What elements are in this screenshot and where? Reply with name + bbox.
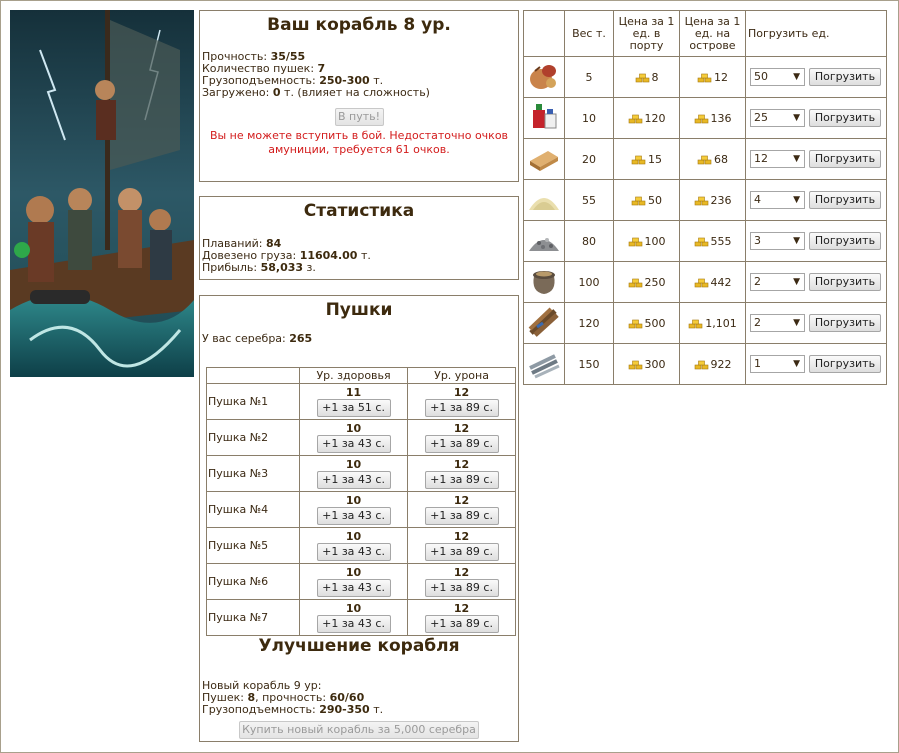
set-sail-button[interactable]: В путь! <box>335 108 384 126</box>
upgrade-damage-button[interactable]: +1 за 89 с. <box>425 399 499 417</box>
voyages-line: Плаваний: 84 <box>202 237 282 250</box>
chevron-down-icon: ▼ <box>793 277 800 287</box>
goods-weight: 100 <box>565 262 614 303</box>
goods-weight: 20 <box>565 139 614 180</box>
cannon-name: Пушка №1 <box>207 384 300 420</box>
silver-line: У вас серебра: 265 <box>202 332 313 345</box>
goods-island-price: 136 <box>710 111 732 125</box>
cannon-health-cell <box>300 600 408 636</box>
delivered-line: Довезено груза: 11604.00 т. <box>202 249 371 262</box>
cannon-row <box>207 600 516 636</box>
chevron-down-icon: ▼ <box>793 236 800 246</box>
chevron-down-icon: ▼ <box>793 195 800 205</box>
cannon-damage-cell <box>408 420 516 456</box>
cannon-row <box>207 564 516 600</box>
quantity-select[interactable] <box>750 355 805 373</box>
ship-illustration <box>10 10 194 377</box>
sand-pile-icon <box>524 180 565 221</box>
cannon-damage-cell <box>408 600 516 636</box>
upgrade-health-button[interactable]: +1 за 43 с. <box>317 471 391 489</box>
quantity-value: 50 <box>754 70 768 83</box>
load-button[interactable]: Погрузить <box>809 109 881 127</box>
new-ship-capacity-line: Грузоподъемность: 290-350 т. <box>202 703 384 716</box>
loaded-line: Загружено: 0 т. (влияет на сложность) <box>202 86 430 99</box>
gold-bars-icon <box>694 277 709 288</box>
goods-load-cell <box>746 221 887 262</box>
upgrade-damage-button[interactable]: +1 за 89 с. <box>425 435 499 453</box>
cannon-health-level: 10 <box>345 602 362 615</box>
cannon-health-cell <box>300 564 408 600</box>
goods-weight: 10 <box>565 98 614 139</box>
load-button[interactable]: Погрузить <box>809 355 881 373</box>
gold-bars-icon <box>628 236 643 247</box>
goods-port-price: 250 <box>644 275 666 289</box>
load-button[interactable]: Погрузить <box>809 68 881 86</box>
cannon-health-level: 10 <box>345 530 362 543</box>
goods-island-price-cell <box>680 344 746 385</box>
cannon-row <box>207 420 516 456</box>
gravel-pile-icon <box>524 221 565 262</box>
goods-load-cell <box>746 98 887 139</box>
spices-bag-icon <box>524 57 565 98</box>
quantity-value: 4 <box>754 193 761 206</box>
cannons-count-line: Количество пушек: 7 <box>202 62 326 75</box>
goods-port-price-cell <box>614 139 680 180</box>
cannon-name: Пушка №7 <box>207 600 300 636</box>
load-button[interactable]: Погрузить <box>809 273 881 291</box>
goods-load-cell <box>746 57 887 98</box>
cannon-health-level: 10 <box>345 494 362 507</box>
cannon-name: Пушка №2 <box>207 420 300 456</box>
island-price-header: Цена за 1 ед. на острове <box>680 11 746 57</box>
cannon-damage-level: 12 <box>453 530 470 543</box>
goods-port-price: 50 <box>648 193 662 207</box>
durability-line: Прочность: 35/55 <box>202 50 306 63</box>
upgrade-health-button[interactable]: +1 за 43 с. <box>317 507 391 525</box>
cannon-health-level: 10 <box>345 458 362 471</box>
quantity-select[interactable] <box>750 109 805 127</box>
cannon-damage-level: 12 <box>453 386 470 399</box>
goods-row <box>524 139 887 180</box>
cannon-damage-level: 12 <box>453 566 470 579</box>
quantity-select[interactable] <box>750 191 805 209</box>
goods-island-price: 1,101 <box>705 316 737 330</box>
quantity-select[interactable] <box>750 68 805 86</box>
cannon-health-cell <box>300 492 408 528</box>
goods-row <box>524 57 887 98</box>
upgrade-health-button[interactable]: +1 за 43 с. <box>317 435 391 453</box>
goods-island-price-cell <box>680 98 746 139</box>
port-price-header: Цена за 1 ед. в порту <box>614 11 680 57</box>
potions-icon <box>524 98 565 139</box>
ship-panel <box>199 10 519 182</box>
goods-row <box>524 98 887 139</box>
cannon-name: Пушка №5 <box>207 528 300 564</box>
chevron-down-icon: ▼ <box>793 72 800 82</box>
capacity-line: Грузоподъемность: 250-300 т. <box>202 74 384 87</box>
upgrade-title: Улучшение корабля <box>258 636 460 656</box>
goods-weight: 150 <box>565 344 614 385</box>
goods-port-price-cell <box>614 180 680 221</box>
goods-load-cell <box>746 344 887 385</box>
planks-icon <box>524 139 565 180</box>
quantity-value: 12 <box>754 152 768 165</box>
iron-bars-icon <box>524 344 565 385</box>
upgrade-health-button[interactable]: +1 за 51 с. <box>317 399 391 417</box>
chevron-down-icon: ▼ <box>793 154 800 164</box>
goods-island-price: 922 <box>710 357 732 371</box>
load-button[interactable]: Погрузить <box>809 232 881 250</box>
goods-island-price-cell <box>680 221 746 262</box>
goods-port-price-cell <box>614 98 680 139</box>
cannon-damage-cell <box>408 564 516 600</box>
goods-island-price-cell <box>680 57 746 98</box>
goods-port-price-cell <box>614 344 680 385</box>
quantity-value: 3 <box>754 234 761 247</box>
goods-port-price: 500 <box>644 316 666 330</box>
goods-row <box>524 180 887 221</box>
quantity-select[interactable] <box>750 232 805 250</box>
gold-bars-icon <box>688 318 703 329</box>
new-ship-stats-line: Пушек: 8, прочность: 60/60 <box>202 691 365 704</box>
goods-port-price-cell <box>614 221 680 262</box>
load-button[interactable]: Погрузить <box>809 314 881 332</box>
gold-bars-icon <box>628 318 643 329</box>
cannon-damage-level: 12 <box>453 458 470 471</box>
chevron-down-icon: ▼ <box>793 113 800 123</box>
load-button[interactable]: Погрузить <box>809 191 881 209</box>
goods-port-price: 8 <box>651 70 659 84</box>
gold-bars-icon <box>631 154 646 165</box>
goods-port-price-cell <box>614 262 680 303</box>
goods-weight: 80 <box>565 221 614 262</box>
upgrade-damage-button[interactable]: +1 за 89 с. <box>425 579 499 597</box>
gold-bars-icon <box>694 195 709 206</box>
goods-row <box>524 221 887 262</box>
cannons-header-empty <box>207 368 300 384</box>
cannon-health-cell <box>300 420 408 456</box>
upgrade-damage-button[interactable]: +1 за 89 с. <box>425 507 499 525</box>
cannons-title: Пушки <box>325 300 393 320</box>
gold-bars-icon <box>628 113 643 124</box>
goods-island-price: 555 <box>710 234 732 248</box>
gold-bars-icon <box>628 359 643 370</box>
load-header: Погрузить ед. <box>746 11 887 57</box>
cannon-health-level: 10 <box>345 422 362 435</box>
cannon-name: Пушка №3 <box>207 456 300 492</box>
cannon-name: Пушка №6 <box>207 564 300 600</box>
goods-island-price-cell <box>680 262 746 303</box>
statistics-panel <box>199 196 519 280</box>
error-message: Вы не можете вступить в бой. Недостаточно очков амуниции, требуется 61 очков. <box>209 129 509 156</box>
quantity-select[interactable] <box>750 150 805 168</box>
load-button[interactable]: Погрузить <box>809 150 881 168</box>
gold-bars-icon <box>697 72 712 83</box>
cannon-damage-level: 12 <box>453 494 470 507</box>
quantity-value: 2 <box>754 275 761 288</box>
cannon-health-level: 10 <box>345 566 362 579</box>
gold-bars-icon <box>694 236 709 247</box>
cannon-damage-level: 12 <box>453 602 470 615</box>
goods-island-price: 68 <box>714 152 728 166</box>
goods-port-price-cell <box>614 57 680 98</box>
cannon-health-level: 11 <box>345 386 362 399</box>
buy-ship-button[interactable]: Купить новый корабль за 5,000 серебра <box>239 721 479 739</box>
upgrade-damage-button[interactable]: +1 за 89 с. <box>425 471 499 489</box>
cannon-damage-cell <box>408 528 516 564</box>
gold-bars-icon <box>694 359 709 370</box>
goods-weight: 5 <box>565 57 614 98</box>
goods-weight: 120 <box>565 303 614 344</box>
goods-port-price-cell <box>614 303 680 344</box>
cannon-damage-cell <box>408 456 516 492</box>
quantity-value: 2 <box>754 316 761 329</box>
goods-port-price: 100 <box>644 234 666 248</box>
goods-table <box>523 10 887 385</box>
goods-port-price: 120 <box>644 111 666 125</box>
gold-bars-icon <box>628 277 643 288</box>
cannon-name: Пушка №4 <box>207 492 300 528</box>
goods-load-cell <box>746 303 887 344</box>
goods-weight: 55 <box>565 180 614 221</box>
new-ship-line: Новый корабль 9 ур: <box>202 679 322 692</box>
goods-port-price: 15 <box>648 152 662 166</box>
goods-load-cell <box>746 139 887 180</box>
goods-island-price-cell <box>680 139 746 180</box>
chevron-down-icon: ▼ <box>793 359 800 369</box>
cannon-row <box>207 492 516 528</box>
cannons-table <box>206 367 516 636</box>
profit-line: Прибыль: 58,033 з. <box>202 261 316 274</box>
goods-island-price: 236 <box>710 193 732 207</box>
goods-load-cell <box>746 262 887 303</box>
cannon-health-cell <box>300 456 408 492</box>
col-health-header: Ур. здоровья <box>300 368 408 384</box>
quantity-select[interactable] <box>750 273 805 291</box>
upgrade-damage-button[interactable]: +1 за 89 с. <box>425 615 499 633</box>
statistics-title: Статистика <box>303 201 415 221</box>
col-damage-header: Ур. урона <box>408 368 516 384</box>
cannon-damage-cell <box>408 384 516 420</box>
logs-bundle-icon <box>524 303 565 344</box>
quantity-value: 25 <box>754 111 768 124</box>
goods-island-price: 12 <box>714 70 728 84</box>
upgrade-damage-button[interactable]: +1 за 89 с. <box>425 543 499 561</box>
upgrade-health-button[interactable]: +1 за 43 с. <box>317 579 391 597</box>
cannon-row <box>207 456 516 492</box>
quantity-value: 1 <box>754 357 761 370</box>
chevron-down-icon: ▼ <box>793 318 800 328</box>
quantity-select[interactable] <box>750 314 805 332</box>
goods-load-cell <box>746 180 887 221</box>
goods-port-price: 300 <box>644 357 666 371</box>
sack-icon <box>524 262 565 303</box>
goods-row <box>524 344 887 385</box>
upgrade-health-button[interactable]: +1 за 43 с. <box>317 615 391 633</box>
upgrade-health-button[interactable]: +1 за 43 с. <box>317 543 391 561</box>
goods-row <box>524 303 887 344</box>
weight-header: Вес т. <box>565 11 614 57</box>
gold-bars-icon <box>694 113 709 124</box>
cannon-health-cell <box>300 384 408 420</box>
gold-bars-icon <box>631 195 646 206</box>
gold-bars-icon <box>697 154 712 165</box>
cannon-row <box>207 384 516 420</box>
cannon-health-cell <box>300 528 408 564</box>
goods-row <box>524 262 887 303</box>
goods-island-price-cell <box>680 180 746 221</box>
cannon-row <box>207 528 516 564</box>
cannons-panel <box>199 295 519 742</box>
goods-header-icon <box>524 11 565 57</box>
gold-bars-icon <box>635 72 650 83</box>
cannon-damage-level: 12 <box>453 422 470 435</box>
cannon-damage-cell <box>408 492 516 528</box>
goods-island-price-cell <box>680 303 746 344</box>
goods-island-price: 442 <box>710 275 732 289</box>
ship-title: Ваш корабль 8 ур. <box>267 15 451 35</box>
